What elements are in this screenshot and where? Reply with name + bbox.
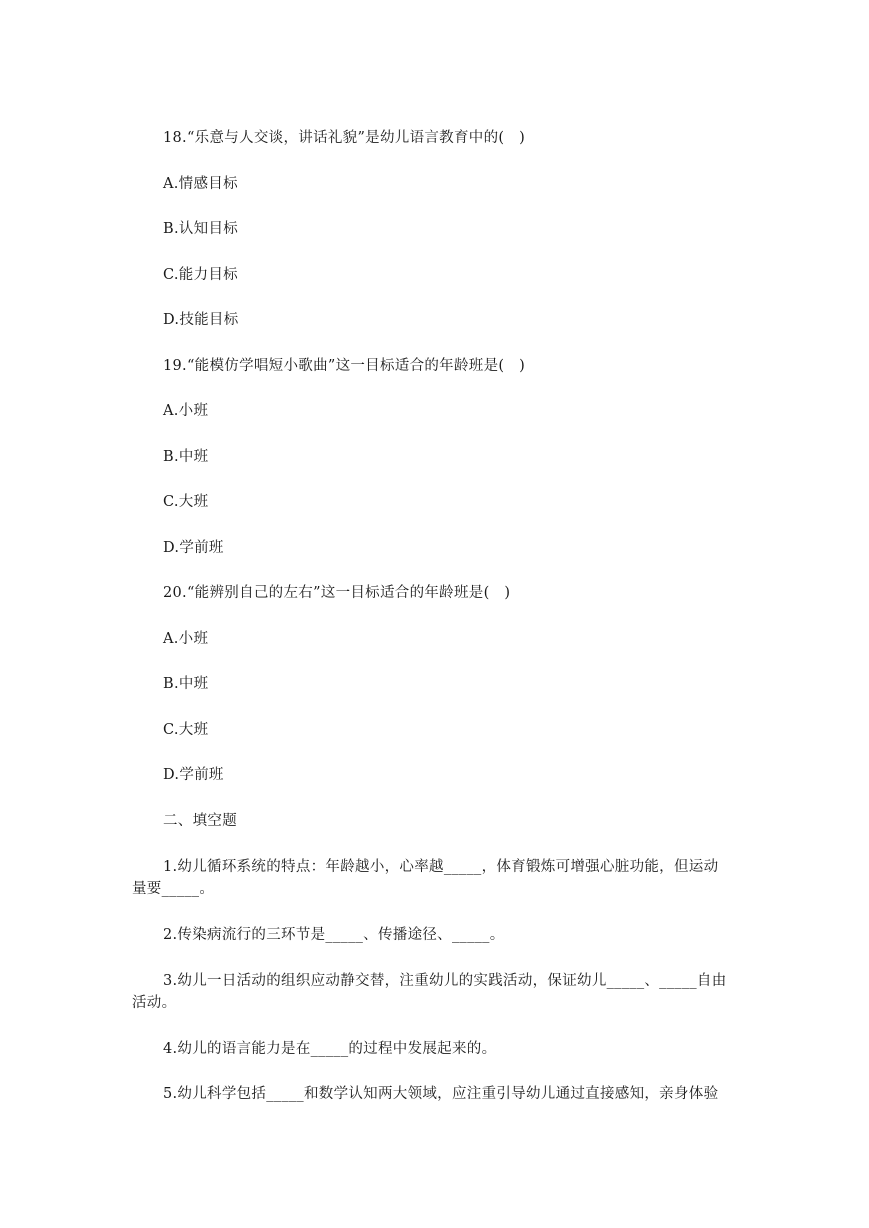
question-19-option-c: C.大班 [163,494,209,510]
fill-blank-2-line1: 2.传染病流行的三环节是_____、传播途径、_____。 [163,927,505,943]
section-title: 二、填空题 [163,813,237,829]
question-18-option-b: B.认知目标 [163,221,239,237]
question-19-option-b: B.中班 [163,449,209,465]
fill-blank-1-line1: 1.幼儿循环系统的特点：年龄越小，心率越_____，体育锻炼可增强心脏功能，但运动 [163,859,719,875]
fill-blank-3-line1: 3.幼儿一日活动的组织应动静交替，注重幼儿的实践活动，保证幼儿_____、_____自由 [163,973,727,989]
question-19-stem: 19.“能模仿学唱短小歌曲”这一目标适合的年龄班是( ) [163,358,526,374]
question-20-option-b: B.中班 [163,676,209,692]
question-18-option-c: C.能力目标 [163,267,238,283]
question-18-option-d: D.技能目标 [163,312,239,328]
question-18-option-a: A.情感目标 [163,176,238,192]
question-20-option-c: C.大班 [163,722,209,738]
question-20-stem: 20.“能辨别自己的左右”这一目标适合的年龄班是( ) [163,585,511,601]
fill-blank-5-line1: 5.幼儿科学包括_____和数学认知两大领域，应注重引导幼儿通过直接感知，亲身体验 [163,1086,719,1102]
fill-blank-4-line1: 4.幼儿的语言能力是在_____的过程中发展起来的。 [163,1041,497,1057]
question-20-option-d: D.学前班 [163,767,224,783]
question-20-option-a: A.小班 [163,631,209,647]
fill-blank-3-line2: 活动。 [132,995,177,1011]
question-19-option-d: D.学前班 [163,540,224,556]
question-19-option-a: A.小班 [163,403,209,419]
fill-blank-1-line2: 量要_____。 [132,881,215,897]
question-18-stem: 18.“乐意与人交谈，讲话礼貌”是幼儿语言教育中的( ) [163,130,526,146]
